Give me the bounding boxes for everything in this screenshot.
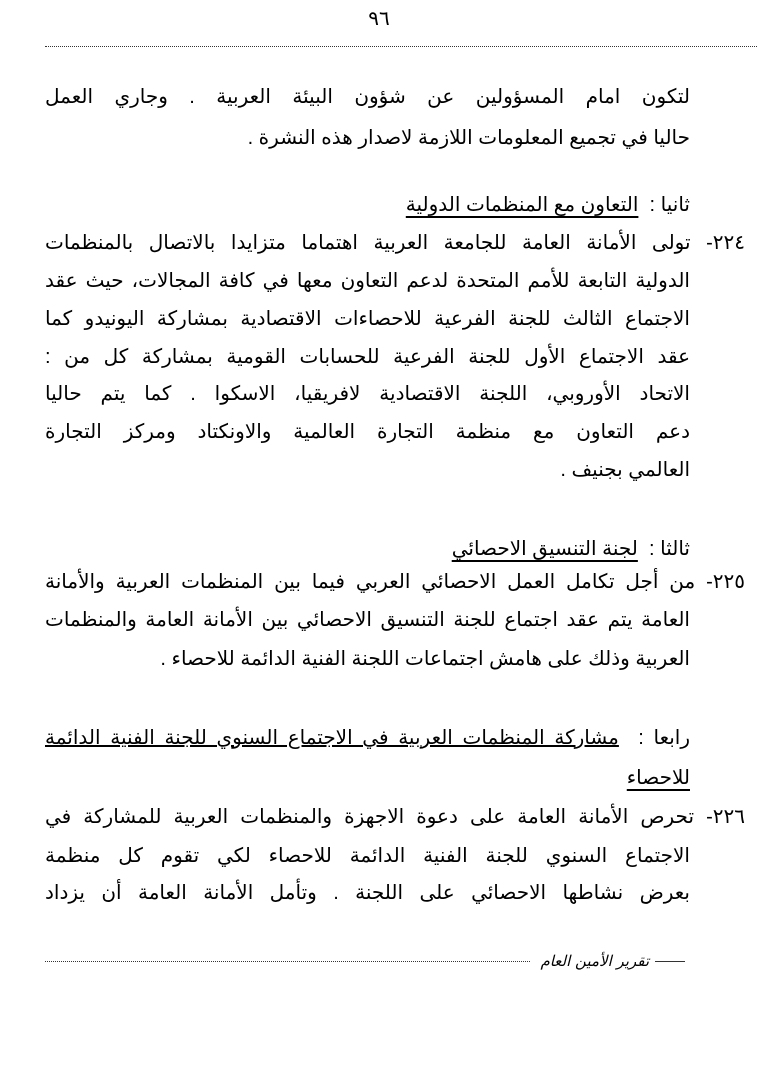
paragraph-line: ٢٢٤- تولى الأمانة العامة للجامعة العربية اهتماما متزايدا بالاتصال بالمنظمات	[45, 232, 745, 254]
heading-title: مشاركة المنظمات العربية في الاجتماع السنوي للجنة الفنية الدائمة	[45, 727, 619, 749]
section-heading	[452, 536, 690, 562]
paragraph-line: ٢٢٦- تحرص الأمانة العامة على دعوة الاجهزة والمنظمات العربية للمشاركة في	[45, 806, 745, 828]
section-heading	[45, 725, 690, 751]
paragraph-line: دعم التعاون مع منظمة التجارة العالمية والاونكتاد ومركز التجارة	[45, 421, 690, 443]
paragraph-line: حاليا في تجميع المعلومات اللازمة لاصدار هذه النشرة .	[247, 127, 690, 149]
page-number: ٩٦	[368, 8, 390, 30]
heading-prefix: رابعا :	[638, 727, 690, 749]
paragraph-line: ٢٢٥- من أجل تكامل العمل الاحصائي العربي فيما بين المنظمات العربية والأمانة	[45, 571, 745, 593]
paragraph-line: الاجتماع الثالث للجنة الفرعية للاحصاءات الاقتصادية بمشاركة اليونيدو كما	[45, 308, 690, 330]
footer-title: تقرير الأمين العام	[540, 952, 649, 970]
heading-prefix: ثالثا :	[649, 538, 690, 560]
heading-title: التعاون مع المنظمات الدولية	[405, 194, 639, 216]
paragraph-line: العامة يتم عقد اجتماع للجنة التنسيق الاحصائي بين الأمانة العامة والمنظمات	[45, 609, 690, 631]
page-footer	[45, 952, 685, 970]
heading-title-cont: للاحصاء	[626, 767, 690, 789]
paragraph-line: العربية وذلك على هامش اجتماعات اللجنة الفنية الدائمة للاحصاء .	[160, 648, 690, 670]
heading-prefix: ثانيا :	[649, 194, 690, 216]
paragraph-line: الاتحاد الأوروبي، اللجنة الاقتصادية لافريقيا، الاسكوا . كما يتم حاليا	[45, 383, 690, 405]
footer-dash	[655, 961, 685, 962]
heading-title: لجنة التنسيق الاحصائي	[451, 538, 638, 560]
section-heading-cont	[627, 765, 690, 791]
paragraph-line: العالمي بجنيف .	[560, 459, 690, 481]
paragraph-line: الاجتماع السنوي للجنة الفنية الدائمة للاحصاء لكي تقوم كل منظمة	[45, 845, 690, 867]
section-heading	[406, 192, 690, 218]
header-rule	[45, 46, 757, 47]
paragraph-line: عقد الاجتماع الأول للجنة الفرعية للحسابات القومية بمشاركة كل من :	[45, 346, 690, 368]
paragraph-line: لتكون امام المسؤولين عن شؤون البيئة العربية . وجاري العمل	[45, 86, 690, 108]
paragraph-line: بعرض نشاطها الاحصائي على اللجنة . وتأمل الأمانة العامة أن يزداد	[45, 882, 690, 904]
paragraph-line: الدولية التابعة للأمم المتحدة لدعم التعاون معها في كافة المجالات، حيث عقد	[45, 270, 690, 292]
footer-rule	[45, 961, 530, 962]
